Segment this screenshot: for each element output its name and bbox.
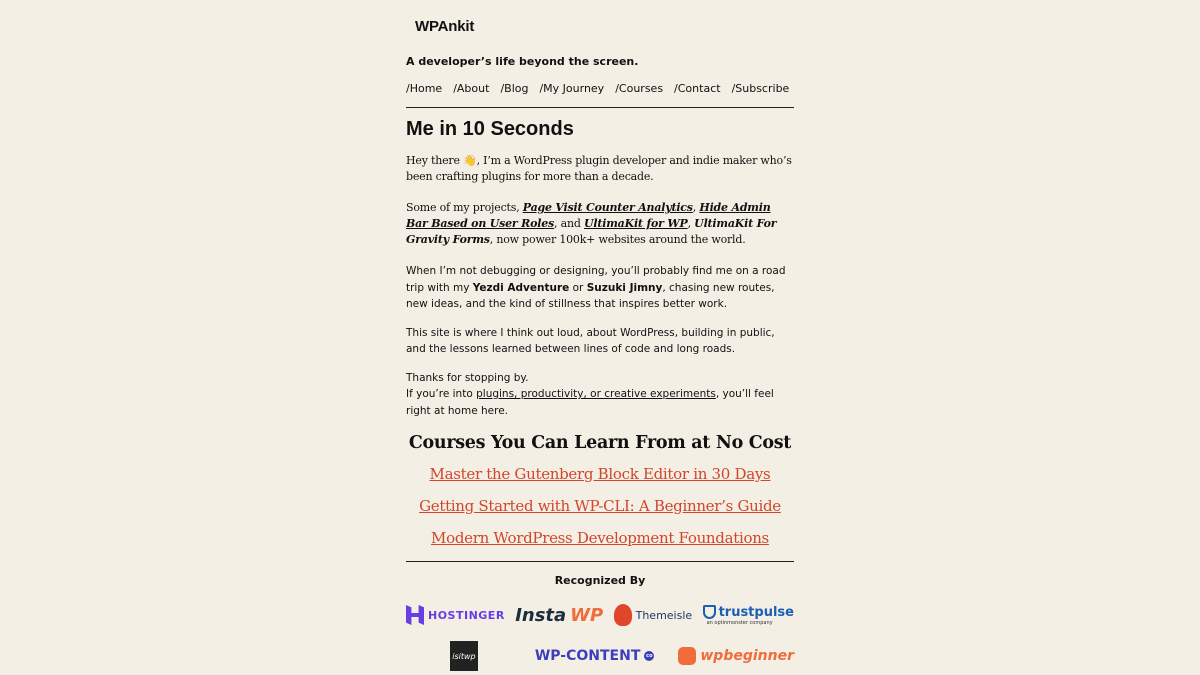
- project-link-ultimakit-wp[interactable]: UltimaKit for WP: [584, 217, 688, 230]
- course-link-gutenberg[interactable]: Master the Gutenberg Block Editor in 30 Days: [429, 465, 771, 483]
- project-link-ultimakit-gravity[interactable]: UltimaKit For Gravity Forms: [406, 217, 777, 246]
- course-link-modern-wp[interactable]: Modern WordPress Development Foundations: [431, 529, 769, 547]
- intro-paragraph-2: Some of my projects, Page Visit Counter Analytics, Hide Admin Bar Based on User Roles, and UltimaKit for WP, UltimaKit For Gravity Forms, now power 100k+ websites around the world.: [406, 201, 777, 246]
- intro-heading: Me in 10 Seconds: [406, 118, 574, 140]
- wp-content-logo[interactable]: WP-CONTENT co: [534, 648, 653, 664]
- themeisle-parrot-icon: [614, 604, 632, 626]
- wpbeginner-logo[interactable]: wpbeginner: [678, 647, 794, 665]
- site-tagline: A developer’s life beyond the screen.: [406, 55, 639, 68]
- intro-paragraph-5: Thanks for stopping by. If you’re into plugins, productivity, or creative experiments, you’ll feel right at home here.: [406, 371, 774, 417]
- hostinger-logo[interactable]: HOSTINGER: [406, 605, 505, 625]
- nav-blog[interactable]: /Blog: [500, 82, 529, 95]
- site-logo[interactable]: WPAnkit: [415, 18, 475, 35]
- nav-contact[interactable]: /Contact: [674, 82, 721, 95]
- project-link-hide-admin-bar[interactable]: Hide Admin Bar Based on User Roles: [406, 201, 771, 230]
- trustpulse-logo[interactable]: trustpulse an optinmonster company: [703, 605, 794, 626]
- nav-about[interactable]: /About: [453, 82, 490, 95]
- intro-paragraph-1: Hey there 👋, I’m a WordPress plugin developer and indie maker who’s been crafting plugins for more than a decade.: [406, 154, 792, 183]
- interests-link[interactable]: plugins, productivity, or creative experiments: [476, 388, 716, 400]
- hostinger-mark-icon: [406, 605, 424, 625]
- recognized-heading: Recognized By: [554, 574, 646, 587]
- main-column: [406, 0, 794, 671]
- isitwp-logo[interactable]: isitwp: [450, 641, 478, 671]
- intro-paragraph-4: This site is where I think out loud, about WordPress, building in public, and the lessons learned between lines of code and long roads.: [406, 326, 775, 355]
- courses-divider: [406, 561, 794, 562]
- nav-subscribe[interactable]: /Subscribe: [731, 82, 790, 95]
- wpbeginner-mark-icon: [678, 647, 696, 665]
- logo-row-1: [406, 599, 794, 631]
- nav-home[interactable]: /Home: [406, 82, 443, 95]
- header-divider: [406, 107, 794, 108]
- intro-paragraph-3: When I’m not debugging or designing, you’ll probably find me on a road trip with my Yezdi Adventure or Suzuki Jimny, chasing new routes, new ideas, and the kind of stillness that inspires better work.: [406, 265, 786, 310]
- instawp-logo[interactable]: Insta WP: [515, 604, 604, 626]
- nav-my-journey[interactable]: /My Journey: [539, 82, 605, 95]
- project-link-page-visit-counter[interactable]: Page Visit Counter Analytics: [522, 201, 693, 214]
- nav-courses[interactable]: /Courses: [615, 82, 664, 95]
- courses-heading: Courses You Can Learn From at No Cost: [408, 433, 792, 453]
- course-link-wp-cli[interactable]: Getting Started with WP-CLI: A Beginner’s Guide: [419, 497, 781, 515]
- themeisle-logo[interactable]: Themeisle: [614, 604, 693, 626]
- trustpulse-shield-icon: [703, 605, 716, 619]
- logo-row-2: [406, 641, 794, 671]
- main-nav: [406, 82, 794, 95]
